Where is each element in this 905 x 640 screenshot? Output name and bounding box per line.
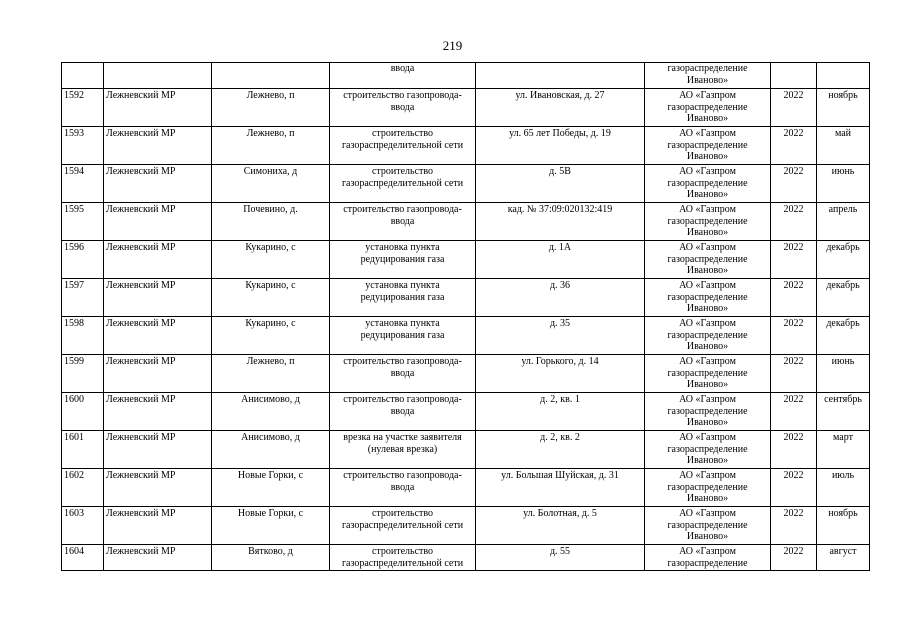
cell-district: Лежневский МР bbox=[104, 431, 212, 469]
cell-year: 2022 bbox=[771, 431, 817, 469]
cell-year: 2022 bbox=[771, 469, 817, 507]
cell-number: 1593 bbox=[62, 127, 104, 165]
cell-district: Лежневский МР bbox=[104, 203, 212, 241]
table-row bbox=[62, 507, 870, 545]
table-row bbox=[62, 203, 870, 241]
table-row bbox=[62, 469, 870, 507]
cell-settlement: Лежнево, п bbox=[212, 355, 330, 393]
cell-settlement: Симониха, д bbox=[212, 165, 330, 203]
cell-settlement: Анисимово, д bbox=[212, 393, 330, 431]
cell-address: д. 36 bbox=[476, 279, 645, 317]
table-row bbox=[62, 431, 870, 469]
cell-organization: АО «Газпром газораспределение Иваново» bbox=[645, 279, 771, 317]
cell-number: 1597 bbox=[62, 279, 104, 317]
cell-address: ул. 65 лет Победы, д. 19 bbox=[476, 127, 645, 165]
cell-month: ноябрь bbox=[817, 89, 870, 127]
cell-district: Лежневский МР bbox=[104, 393, 212, 431]
cell-number: 1603 bbox=[62, 507, 104, 545]
table-row bbox=[62, 317, 870, 355]
table-row bbox=[62, 165, 870, 203]
cell-year: 2022 bbox=[771, 507, 817, 545]
cell-address: д. 55 bbox=[476, 545, 645, 571]
cell-settlement: Кукарино, с bbox=[212, 279, 330, 317]
cell-work-type: строительство газораспределительной сети bbox=[330, 545, 476, 571]
cell-month: ноябрь bbox=[817, 507, 870, 545]
cell-number: 1600 bbox=[62, 393, 104, 431]
cell-month: декабрь bbox=[817, 317, 870, 355]
cell-district: Лежневский МР bbox=[104, 469, 212, 507]
cell-settlement: Лежнево, п bbox=[212, 127, 330, 165]
cell-number: 1602 bbox=[62, 469, 104, 507]
cell-work-type: строительство газопровода-ввода bbox=[330, 89, 476, 127]
cell-district: Лежневский МР bbox=[104, 241, 212, 279]
cell-work-type: строительство газораспределительной сети bbox=[330, 127, 476, 165]
cell-month: декабрь bbox=[817, 279, 870, 317]
cell-work-type: строительство газопровода-ввода bbox=[330, 393, 476, 431]
cell-address bbox=[476, 63, 645, 89]
cell-organization: АО «Газпром газораспределение Иваново» bbox=[645, 127, 771, 165]
cell-organization: АО «Газпром газораспределение bbox=[645, 545, 771, 571]
cell-organization: АО «Газпром газораспределение Иваново» bbox=[645, 393, 771, 431]
cell-month: август bbox=[817, 545, 870, 571]
cell-organization: АО «Газпром газораспределение Иваново» bbox=[645, 89, 771, 127]
cell-organization: АО «Газпром газораспределение Иваново» bbox=[645, 317, 771, 355]
cell-settlement: Лежнево, п bbox=[212, 89, 330, 127]
table-row bbox=[62, 279, 870, 317]
cell-month: март bbox=[817, 431, 870, 469]
table-row-continuation bbox=[62, 63, 870, 89]
cell-month: декабрь bbox=[817, 241, 870, 279]
cell-number: 1594 bbox=[62, 165, 104, 203]
table-row bbox=[62, 545, 870, 571]
cell-year: 2022 bbox=[771, 393, 817, 431]
cell-month: июнь bbox=[817, 165, 870, 203]
cell-organization: АО «Газпром газораспределение Иваново» bbox=[645, 355, 771, 393]
page-number: 219 bbox=[442, 38, 463, 53]
cell-address: д. 2, кв. 1 bbox=[476, 393, 645, 431]
cell-number: 1601 bbox=[62, 431, 104, 469]
cell-work-type: строительство газораспределительной сети bbox=[330, 507, 476, 545]
cell-number bbox=[62, 63, 104, 89]
cell-settlement: Новые Горки, с bbox=[212, 469, 330, 507]
cell-organization: АО «Газпром газораспределение Иваново» bbox=[645, 165, 771, 203]
cell-work-type: строительство газопровода-ввода bbox=[330, 355, 476, 393]
cell-year: 2022 bbox=[771, 203, 817, 241]
cell-organization: АО «Газпром газораспределение Иваново» bbox=[645, 241, 771, 279]
cell-year: 2022 bbox=[771, 89, 817, 127]
cell-address: ул. Большая Шуйская, д. 31 bbox=[476, 469, 645, 507]
cell-district: Лежневский МР bbox=[104, 127, 212, 165]
cell-district: Лежневский МР bbox=[104, 89, 212, 127]
table-row bbox=[62, 89, 870, 127]
cell-settlement: Почевино, д. bbox=[212, 203, 330, 241]
cell-settlement: Вятково, д bbox=[212, 545, 330, 571]
cell-work-type: строительство газопровода-ввода bbox=[330, 203, 476, 241]
cell-number: 1595 bbox=[62, 203, 104, 241]
cell-district bbox=[104, 63, 212, 89]
cell-settlement bbox=[212, 63, 330, 89]
cell-year: 2022 bbox=[771, 165, 817, 203]
table-row bbox=[62, 241, 870, 279]
cell-month: апрель bbox=[817, 203, 870, 241]
cell-district: Лежневский МР bbox=[104, 165, 212, 203]
cell-address: д. 1А bbox=[476, 241, 645, 279]
cell-work-type: ввода bbox=[330, 63, 476, 89]
cell-organization: АО «Газпром газораспределение Иваново» bbox=[645, 203, 771, 241]
cell-district: Лежневский МР bbox=[104, 355, 212, 393]
cell-number: 1596 bbox=[62, 241, 104, 279]
cell-year: 2022 bbox=[771, 545, 817, 571]
cell-address: кад. № 37:09:020132:419 bbox=[476, 203, 645, 241]
cell-year: 2022 bbox=[771, 127, 817, 165]
cell-work-type: строительство газораспределительной сети bbox=[330, 165, 476, 203]
cell-district: Лежневский МР bbox=[104, 545, 212, 571]
cell-organization: газораспределение Иваново» bbox=[645, 63, 771, 89]
cell-address: ул. Ивановская, д. 27 bbox=[476, 89, 645, 127]
cell-district: Лежневский МР bbox=[104, 317, 212, 355]
table-row bbox=[62, 393, 870, 431]
cell-number: 1599 bbox=[62, 355, 104, 393]
cell-year: 2022 bbox=[771, 241, 817, 279]
cell-work-type: врезка на участке заявителя (нулевая врезка) bbox=[330, 431, 476, 469]
cell-address: д. 35 bbox=[476, 317, 645, 355]
cell-number: 1598 bbox=[62, 317, 104, 355]
cell-year: 2022 bbox=[771, 317, 817, 355]
cell-year: 2022 bbox=[771, 355, 817, 393]
cell-district: Лежневский МР bbox=[104, 507, 212, 545]
cell-organization: АО «Газпром газораспределение Иваново» bbox=[645, 507, 771, 545]
cell-address: д. 2, кв. 2 bbox=[476, 431, 645, 469]
table-row bbox=[62, 355, 870, 393]
cell-organization: АО «Газпром газораспределение Иваново» bbox=[645, 431, 771, 469]
cell-district: Лежневский МР bbox=[104, 279, 212, 317]
cell-address: ул. Горького, д. 14 bbox=[476, 355, 645, 393]
cell-year: 2022 bbox=[771, 279, 817, 317]
cell-organization: АО «Газпром газораспределение Иваново» bbox=[645, 469, 771, 507]
cell-year bbox=[771, 63, 817, 89]
cell-address: д. 5В bbox=[476, 165, 645, 203]
cell-month: май bbox=[817, 127, 870, 165]
registry-table bbox=[61, 62, 870, 571]
cell-number: 1592 bbox=[62, 89, 104, 127]
cell-address: ул. Болотная, д. 5 bbox=[476, 507, 645, 545]
cell-month bbox=[817, 63, 870, 89]
cell-settlement: Кукарино, с bbox=[212, 241, 330, 279]
cell-month: сентябрь bbox=[817, 393, 870, 431]
cell-number: 1604 bbox=[62, 545, 104, 571]
cell-work-type: установка пункта редуцирования газа bbox=[330, 241, 476, 279]
table-row bbox=[62, 127, 870, 165]
cell-work-type: установка пункта редуцирования газа bbox=[330, 317, 476, 355]
cell-settlement: Кукарино, с bbox=[212, 317, 330, 355]
cell-work-type: строительство газопровода-ввода bbox=[330, 469, 476, 507]
cell-work-type: установка пункта редуцирования газа bbox=[330, 279, 476, 317]
cell-settlement: Анисимово, д bbox=[212, 431, 330, 469]
cell-month: июнь bbox=[817, 355, 870, 393]
cell-month: июль bbox=[817, 469, 870, 507]
cell-settlement: Новые Горки, с bbox=[212, 507, 330, 545]
